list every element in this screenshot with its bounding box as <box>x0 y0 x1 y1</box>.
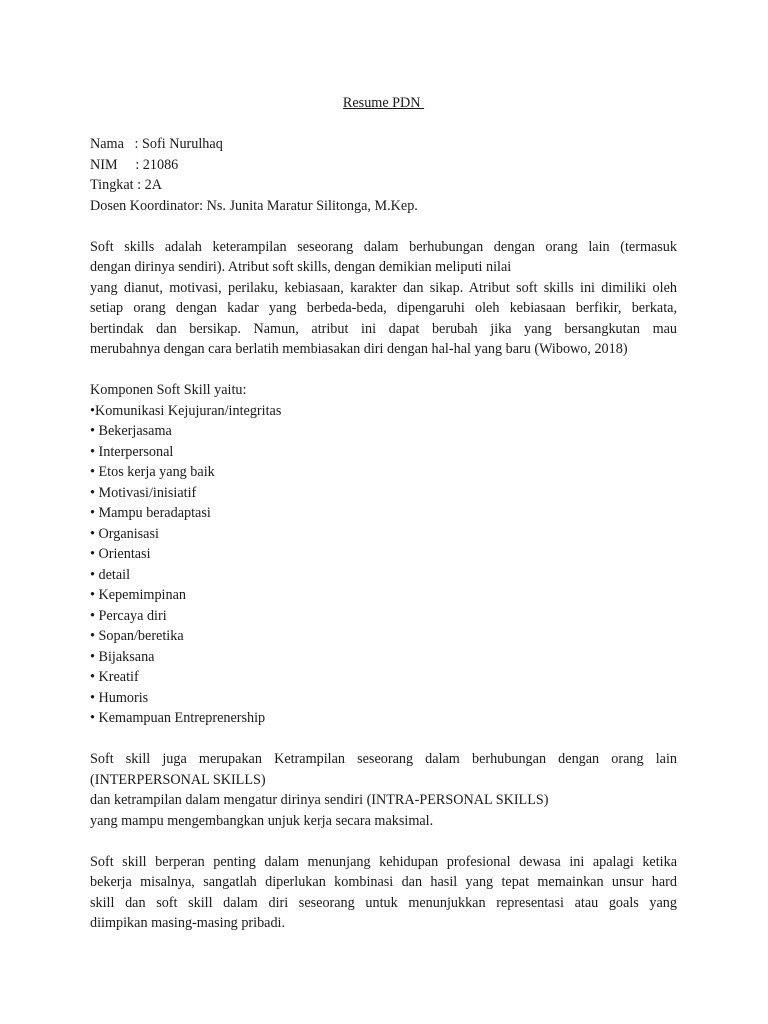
paragraph-line: Soft skills adalah keterampilan seseorang dalam berhubungan dengan orang lain (termasuk <box>90 238 677 255</box>
paragraph-line: setiap orang dengan kadar yang berbeda-beda, dipengaruhi oleh kebiasaan berfikir, berkata, <box>90 300 677 316</box>
paragraph-line: bekerja misalnya, sangatlah diperlukan kombinasi dan hasil yang tepat memainkan unsur hard <box>90 874 677 890</box>
paragraph-line: bertindak dan bersikap. Namun, atribut ini dapat berubah jika yang bersangkutan mau <box>90 320 677 337</box>
list-item: • Kemampuan Entreprenership <box>90 710 266 726</box>
list-item: •Komunikasi Kejujuran/integritas <box>90 402 282 419</box>
components-list <box>90 401 677 729</box>
list-item: • Kreatif <box>90 669 139 685</box>
list-item: • Bijaksana <box>90 648 155 665</box>
identity-fields <box>90 134 677 216</box>
paragraph-line: yang dianut, motivasi, perilaku, kebiasaan, karakter dan sikap. Atribut soft skills ini dimiliki oleh <box>90 279 677 296</box>
list-item: • Mampu beradaptasi <box>90 505 211 521</box>
list-item: • Etos kerja yang baik <box>90 464 215 480</box>
field-nama: Nama : Sofi Nurulhaq <box>90 136 223 152</box>
paragraph-interpersonal <box>90 749 677 831</box>
spacer <box>90 216 677 237</box>
spacer <box>90 831 677 852</box>
list-item: • Kepemimpinan <box>90 587 186 603</box>
field-nim: NIM : 21086 <box>90 156 179 173</box>
paragraph-line: merubahnya dengan cara berlatih membiasakan diri dengan hal-hal yang baru (Wibowo, 2018) <box>90 341 628 357</box>
list-item: • Percaya diri <box>90 607 167 624</box>
list-item: • Interpersonal <box>90 443 174 460</box>
list-item: • Humoris <box>90 689 149 706</box>
field-dosen-koordinator: Dosen Koordinator: Ns. Junita Maratur Silitonga, M.Kep. <box>90 197 418 214</box>
paragraph-definition <box>90 237 677 360</box>
paragraph-line: skill dan soft skill dalam diri seseorang untuk menunjukkan representasi atau goals yang <box>90 894 677 911</box>
list-item: • Motivasi/inisiatif <box>90 484 197 501</box>
list-item: • Organisasi <box>90 525 159 542</box>
paragraph-line: Soft skill juga merupakan Ketrampilan seseorang dalam berhubungan dengan orang lain <box>90 751 677 767</box>
document-title: Resume PDN <box>342 95 425 111</box>
paragraph-line: dan ketrampilan dalam mengatur dirinya sendiri (INTRA-PERSONAL SKILLS) <box>90 792 549 808</box>
paragraph-line: diimpikan masing-masing pribadi. <box>90 915 286 931</box>
spacer <box>90 360 677 381</box>
paragraph-line: Soft skill berperan penting dalam menunjang kehidupan profesional dewasa ini apalagi ketika <box>90 853 677 870</box>
paragraph-line: dengan dirinya sendiri). Atribut soft skills, dengan demikian meliputi nilai <box>90 259 512 275</box>
list-item: • Orientasi <box>90 546 151 562</box>
paragraph-line: (INTERPERSONAL SKILLS) <box>90 771 266 788</box>
document-page <box>90 93 677 934</box>
list-item: • detail <box>90 566 131 583</box>
paragraph-line: yang mampu mengembangkan unjuk kerja secara maksimal. <box>90 812 434 829</box>
components-heading: Komponen Soft Skill yaitu: <box>90 382 247 398</box>
spacer <box>90 729 677 750</box>
list-item: • Sopan/beretika <box>90 628 184 644</box>
list-item: • Bekerjasama <box>90 423 172 439</box>
field-tingkat: Tingkat : 2A <box>90 177 163 193</box>
paragraph-role <box>90 852 677 934</box>
